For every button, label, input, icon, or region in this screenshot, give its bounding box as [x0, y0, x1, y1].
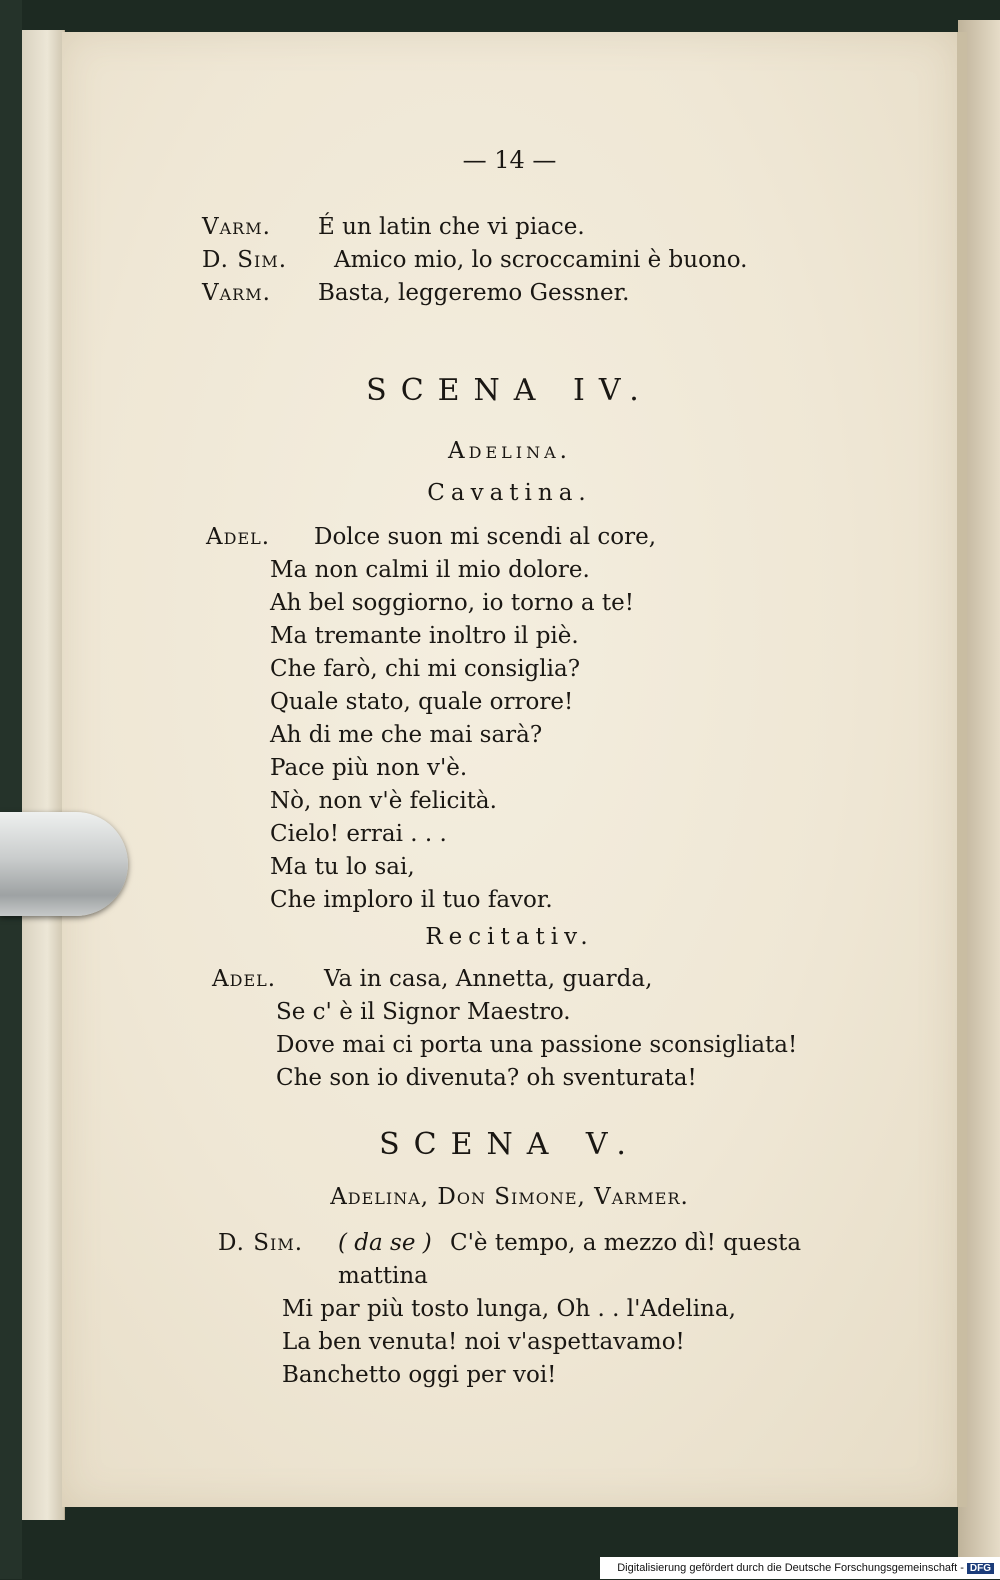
- verse-line: Ma tu lo sai,: [270, 854, 415, 880]
- scene-characters: Adelina.: [448, 438, 571, 464]
- dfg-logo: DFG: [967, 1563, 994, 1574]
- page-clip: [0, 812, 128, 916]
- verse-line: La ben venuta! noi v'aspettavamo!: [282, 1329, 685, 1355]
- verse-line: Che imploro il tuo favor.: [270, 887, 553, 913]
- verse-line: Nò, non v'è felicità.: [270, 788, 497, 814]
- book-page: [62, 32, 967, 1507]
- footer-credit: [600, 1557, 1000, 1579]
- verse-line: Se c' è il Signor Maestro.: [276, 999, 571, 1025]
- page-edge: [22, 30, 65, 1520]
- verse-line: Ma tremante inoltro il piè.: [270, 623, 579, 649]
- verse-line: Banchetto oggi per voi!: [282, 1362, 557, 1388]
- scene-characters: Adelina, Don Simone, Varmer.: [330, 1184, 689, 1210]
- section-label: Recitativ.: [425, 924, 594, 950]
- verse-line: Cielo! errai . . .: [270, 821, 447, 847]
- verse-line: Dove mai ci porta una passione sconsigliata!: [276, 1032, 798, 1058]
- dialogue-line: Basta, leggeremo Gessner.: [318, 280, 630, 306]
- verse-line: Dolce suon mi scendi al core,: [314, 524, 657, 550]
- verse-line: mattina: [338, 1263, 428, 1289]
- verse-line: Pace più non v'è.: [270, 755, 468, 781]
- footer-text: Digitalisierung gefördert durch die Deutsche Forschungsgemeinschaft -: [617, 1562, 964, 1574]
- speaker-label: D. Sim.: [218, 1230, 304, 1256]
- speaker-label: Adel.: [206, 524, 271, 550]
- verse-line: Ma non calmi il mio dolore.: [270, 557, 590, 583]
- verse-line: Mi par più tosto lunga, Oh . . l'Adelina,: [282, 1296, 736, 1322]
- scene-heading: SCENA IV.: [366, 373, 653, 408]
- verse-line: Che son io divenuta? oh sventurata!: [276, 1065, 697, 1091]
- verse-line: Che farò, chi mi consiglia?: [270, 656, 581, 682]
- dialogue-line: Amico mio, lo scroccamini è buono.: [334, 247, 748, 273]
- section-label: Cavatina.: [427, 480, 592, 506]
- background-strip: [0, 0, 22, 1579]
- speaker-label: Varm.: [202, 280, 271, 306]
- verse-line: Quale stato, quale orrore!: [270, 689, 574, 715]
- speaker-label: D. Sim.: [202, 247, 288, 273]
- page-number: — 14 —: [462, 146, 557, 174]
- speaker-label: Adel.: [212, 966, 277, 992]
- verse-line: Va in casa, Annetta, guarda,: [324, 966, 653, 992]
- verse-line: C'è tempo, a mezzo dì! questa: [450, 1230, 802, 1256]
- scene-heading: SCENA V.: [379, 1127, 640, 1162]
- dialogue-line: É un latin che vi piace.: [318, 214, 585, 240]
- stage-direction: ( da se ): [338, 1230, 432, 1256]
- verse-line: Ah bel soggiorno, io torno a te!: [270, 590, 635, 616]
- verse-line: Ah di me che mai sarà?: [270, 722, 543, 748]
- speaker-label: Varm.: [202, 214, 271, 240]
